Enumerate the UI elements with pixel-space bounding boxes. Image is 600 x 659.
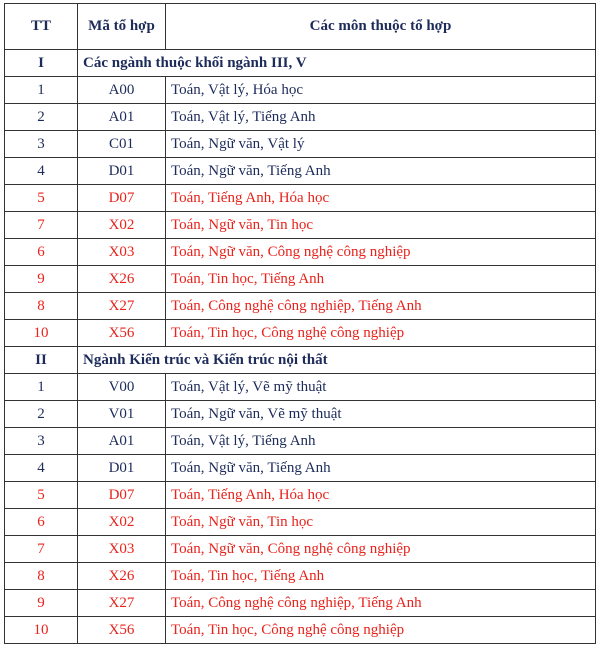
combination-code: X03: [78, 536, 166, 563]
subjects-cell: Toán, Vật lý, Hóa học: [166, 77, 596, 104]
table-header-row: [5, 4, 596, 50]
subjects-cell: Toán, Tin học, Tiếng Anh: [166, 266, 596, 293]
table-row: [5, 617, 596, 644]
table-row: [5, 536, 596, 563]
table-row: [5, 131, 596, 158]
subjects-cell: Toán, Ngữ văn, Tin học: [166, 509, 596, 536]
subjects-cell: Toán, Tin học, Công nghệ công nghiệp: [166, 617, 596, 644]
combination-code: A01: [78, 104, 166, 131]
subjects-cell: Toán, Tiếng Anh, Hóa học: [166, 482, 596, 509]
table-row: [5, 563, 596, 590]
row-number: 7: [5, 536, 78, 563]
row-number: 2: [5, 401, 78, 428]
row-number: 1: [5, 374, 78, 401]
row-number: 7: [5, 212, 78, 239]
header-code: Mã tổ hợp: [78, 4, 166, 50]
row-number: 5: [5, 185, 78, 212]
row-number: 9: [5, 266, 78, 293]
table-row: [5, 320, 596, 347]
table-row: [5, 185, 596, 212]
subjects-cell: Toán, Tin học, Tiếng Anh: [166, 563, 596, 590]
combination-code: X02: [78, 509, 166, 536]
combination-code: D01: [78, 158, 166, 185]
combination-code: A00: [78, 77, 166, 104]
combination-code: X26: [78, 563, 166, 590]
subjects-cell: Toán, Công nghệ công nghiệp, Tiếng Anh: [166, 590, 596, 617]
row-number: 8: [5, 293, 78, 320]
combination-code: D07: [78, 482, 166, 509]
combination-code: V00: [78, 374, 166, 401]
table-row: [5, 266, 596, 293]
subjects-cell: Toán, Ngữ văn, Tin học: [166, 212, 596, 239]
table-row: [5, 455, 596, 482]
row-number: 10: [5, 617, 78, 644]
row-number: 3: [5, 131, 78, 158]
row-number: 9: [5, 590, 78, 617]
section-title: Các ngành thuộc khối ngành III, V: [78, 50, 596, 77]
combination-code: X56: [78, 617, 166, 644]
combination-code: C01: [78, 131, 166, 158]
combination-code: X26: [78, 266, 166, 293]
header-subjects: Các môn thuộc tổ hợp: [166, 4, 596, 50]
section-title: Ngành Kiến trúc và Kiến trúc nội thất: [78, 347, 596, 374]
table-row: [5, 374, 596, 401]
table-row: [5, 509, 596, 536]
combination-code: X27: [78, 293, 166, 320]
combination-code: V01: [78, 401, 166, 428]
subjects-cell: Toán, Ngữ văn, Tiếng Anh: [166, 455, 596, 482]
section-row: [5, 347, 596, 374]
row-number: 8: [5, 563, 78, 590]
section-number: II: [5, 347, 78, 374]
table-body: [5, 50, 596, 644]
section-row: [5, 50, 596, 77]
subjects-cell: Toán, Tiếng Anh, Hóa học: [166, 185, 596, 212]
table-row: [5, 482, 596, 509]
combination-code: X03: [78, 239, 166, 266]
subjects-cell: Toán, Ngữ văn, Công nghệ công nghiệp: [166, 239, 596, 266]
subjects-cell: Toán, Vật lý, Tiếng Anh: [166, 428, 596, 455]
subjects-cell: Toán, Công nghệ công nghiệp, Tiếng Anh: [166, 293, 596, 320]
combination-code: A01: [78, 428, 166, 455]
table-row: [5, 212, 596, 239]
row-number: 4: [5, 158, 78, 185]
row-number: 3: [5, 428, 78, 455]
combination-code: D07: [78, 185, 166, 212]
subjects-cell: Toán, Ngữ văn, Vẽ mỹ thuật: [166, 401, 596, 428]
combination-code: X56: [78, 320, 166, 347]
row-number: 6: [5, 509, 78, 536]
row-number: 6: [5, 239, 78, 266]
subjects-cell: Toán, Vật lý, Tiếng Anh: [166, 104, 596, 131]
row-number: 10: [5, 320, 78, 347]
subjects-cell: Toán, Tin học, Công nghệ công nghiệp: [166, 320, 596, 347]
combination-code: X27: [78, 590, 166, 617]
subject-combination-table: [4, 3, 596, 644]
subjects-cell: Toán, Ngữ văn, Tiếng Anh: [166, 158, 596, 185]
row-number: 1: [5, 77, 78, 104]
table-row: [5, 401, 596, 428]
row-number: 5: [5, 482, 78, 509]
table-row: [5, 104, 596, 131]
table-row: [5, 293, 596, 320]
table-row: [5, 77, 596, 104]
row-number: 2: [5, 104, 78, 131]
section-number: I: [5, 50, 78, 77]
subjects-cell: Toán, Ngữ văn, Vật lý: [166, 131, 596, 158]
table-row: [5, 590, 596, 617]
subjects-cell: Toán, Ngữ văn, Công nghệ công nghiệp: [166, 536, 596, 563]
table-row: [5, 428, 596, 455]
header-tt: TT: [5, 4, 78, 50]
subjects-cell: Toán, Vật lý, Vẽ mỹ thuật: [166, 374, 596, 401]
table-row: [5, 158, 596, 185]
table-row: [5, 239, 596, 266]
combination-code: X02: [78, 212, 166, 239]
row-number: 4: [5, 455, 78, 482]
combination-code: D01: [78, 455, 166, 482]
